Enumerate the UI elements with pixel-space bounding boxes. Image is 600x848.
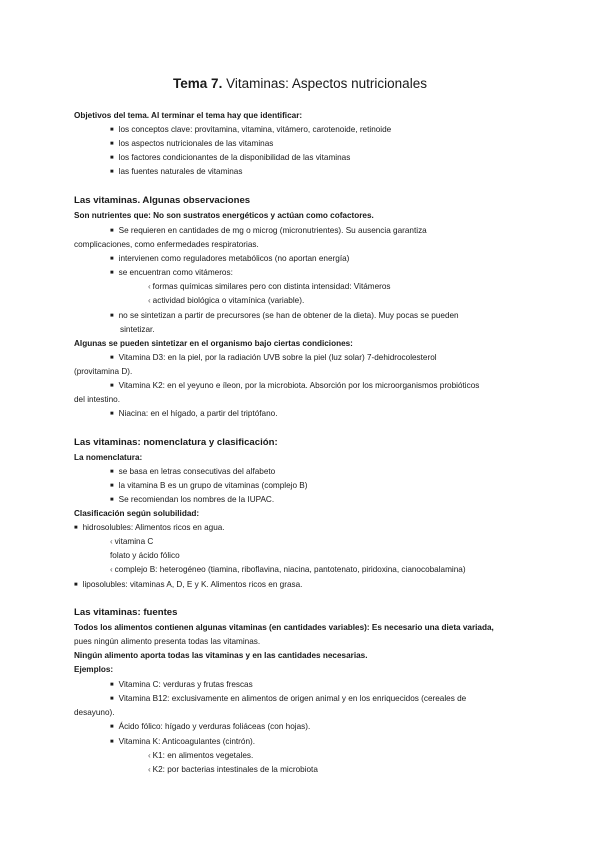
paragraph: La nomenclatura: — [74, 453, 143, 462]
section-heading: Las vitaminas: nomenclatura y clasificación: — [74, 437, 278, 448]
sub-item: ‹ K2: por bacterias intestinales de la microbiota — [148, 764, 318, 775]
sub-item: ‹ vitamina C — [110, 536, 153, 547]
paragraph: (provitamina D). — [74, 367, 133, 376]
section-heading: Las vitaminas: fuentes — [74, 607, 178, 618]
objetivo-item: ■ los aspectos nutricionales de las vitaminas — [110, 138, 273, 151]
paragraph: Ningún alimento aporta todas las vitaminas y en las cantidades necesarias. — [74, 651, 368, 660]
paragraph: Algunas se pueden sintetizar en el organismo bajo ciertas condiciones: — [74, 339, 353, 348]
bullet-item: ■ se encuentran como vitámeros: — [110, 267, 233, 280]
paragraph: sintetizar. — [120, 325, 155, 334]
bullet-item: ■ intervienen como reguladores metabólicos (no aportan energía) — [110, 253, 349, 266]
bullet-item: ■ Vitamina K: Anticoagulantes (cintrón). — [110, 736, 255, 749]
sub-item: ‹ complejo B: heterogéneo (tiamina, riboflavina, niacina, pantotenato, piridoxina, cianocobalamina) — [110, 564, 466, 575]
bullet-item: ■ Se requieren en cantidades de mg o microg (micronutrientes). Su ausencia garantiza — [110, 225, 427, 238]
paragraph: pues ningún alimento presenta todas las vitaminas. — [74, 637, 261, 646]
paragraph: Todos los alimentos contienen algunas vitaminas (en cantidades variables): Es necesario una dieta variada, — [74, 623, 494, 632]
bullet-item: ■ hidrosolubles: Alimentos ricos en agua. — [74, 522, 225, 535]
objetivo-item: ■ los conceptos clave: provitamina, vitamina, vitámero, carotenoide, retinoide — [110, 124, 391, 137]
sub-item: ‹ actividad biológica o vitamínica (variable). — [148, 295, 304, 306]
section-heading: Las vitaminas. Algunas observaciones — [74, 195, 251, 206]
paragraph: del intestino. — [74, 395, 120, 404]
objetivo-item: ■ los factores condicionantes de la disponibilidad de las vitaminas — [110, 152, 350, 165]
sub-item: ‹ K1: en alimentos vegetales. — [148, 750, 253, 761]
paragraph: Clasificación según solubilidad: — [74, 509, 200, 518]
page-title: Tema 7. Vitaminas: Aspectos nutricionales — [173, 76, 427, 91]
bullet-item: ■ Niacina: en el hígado, a partir del triptófano. — [110, 408, 277, 421]
bullet-item: ■ Vitamina B12: exclusivamente en alimentos de origen animal y en los enriquecidos (cereales de — [110, 693, 466, 706]
bullet-item: ■ Vitamina C: verduras y frutas frescas — [110, 679, 253, 692]
paragraph: Ejemplos: — [74, 665, 114, 674]
sub-item: ‹ formas químicas similares pero con distinta intensidad: Vitámeros — [148, 281, 391, 292]
bullet-item: ■ no se sintetizan a partir de precursores (se han de obtener de la dieta). Muy pocas se pueden — [110, 310, 459, 323]
bullet-item: ■ la vitamina B es un grupo de vitaminas (complejo B) — [110, 480, 307, 493]
objetivo-item: ■ las fuentes naturales de vitaminas — [110, 166, 242, 179]
bullet-item: ■ se basa en letras consecutivas del alfabeto — [110, 466, 275, 479]
bullet-item: ■ Se recomiendan los nombres de la IUPAC. — [110, 494, 274, 507]
bullet-item: ■ Vitamina K2: en el yeyuno e íleon, por la microbiota. Absorción por los microorganismos probióticos — [110, 380, 479, 393]
objetivos-intro: Objetivos del tema. Al terminar el tema hay que identificar: — [74, 111, 303, 120]
bullet-item: ■ Vitamina D3: en la piel, por la radiación UVB sobre la piel (luz solar) 7-dehidrocolesterol — [110, 352, 437, 365]
paragraph: Son nutrientes que: No son sustratos energéticos y actúan como cofactores. — [74, 211, 374, 220]
sub-item: folato y ácido fólico — [110, 551, 180, 560]
bullet-item: ■ Ácido fólico: hígado y verduras foliáceas (con hojas). — [110, 721, 310, 734]
paragraph: desayuno). — [74, 708, 115, 717]
bullet-item: ■ liposolubles: vitaminas A, D, E y K. Alimentos ricos en grasa. — [74, 579, 302, 592]
paragraph: complicaciones, como enfermedades respiratorias. — [74, 240, 259, 249]
